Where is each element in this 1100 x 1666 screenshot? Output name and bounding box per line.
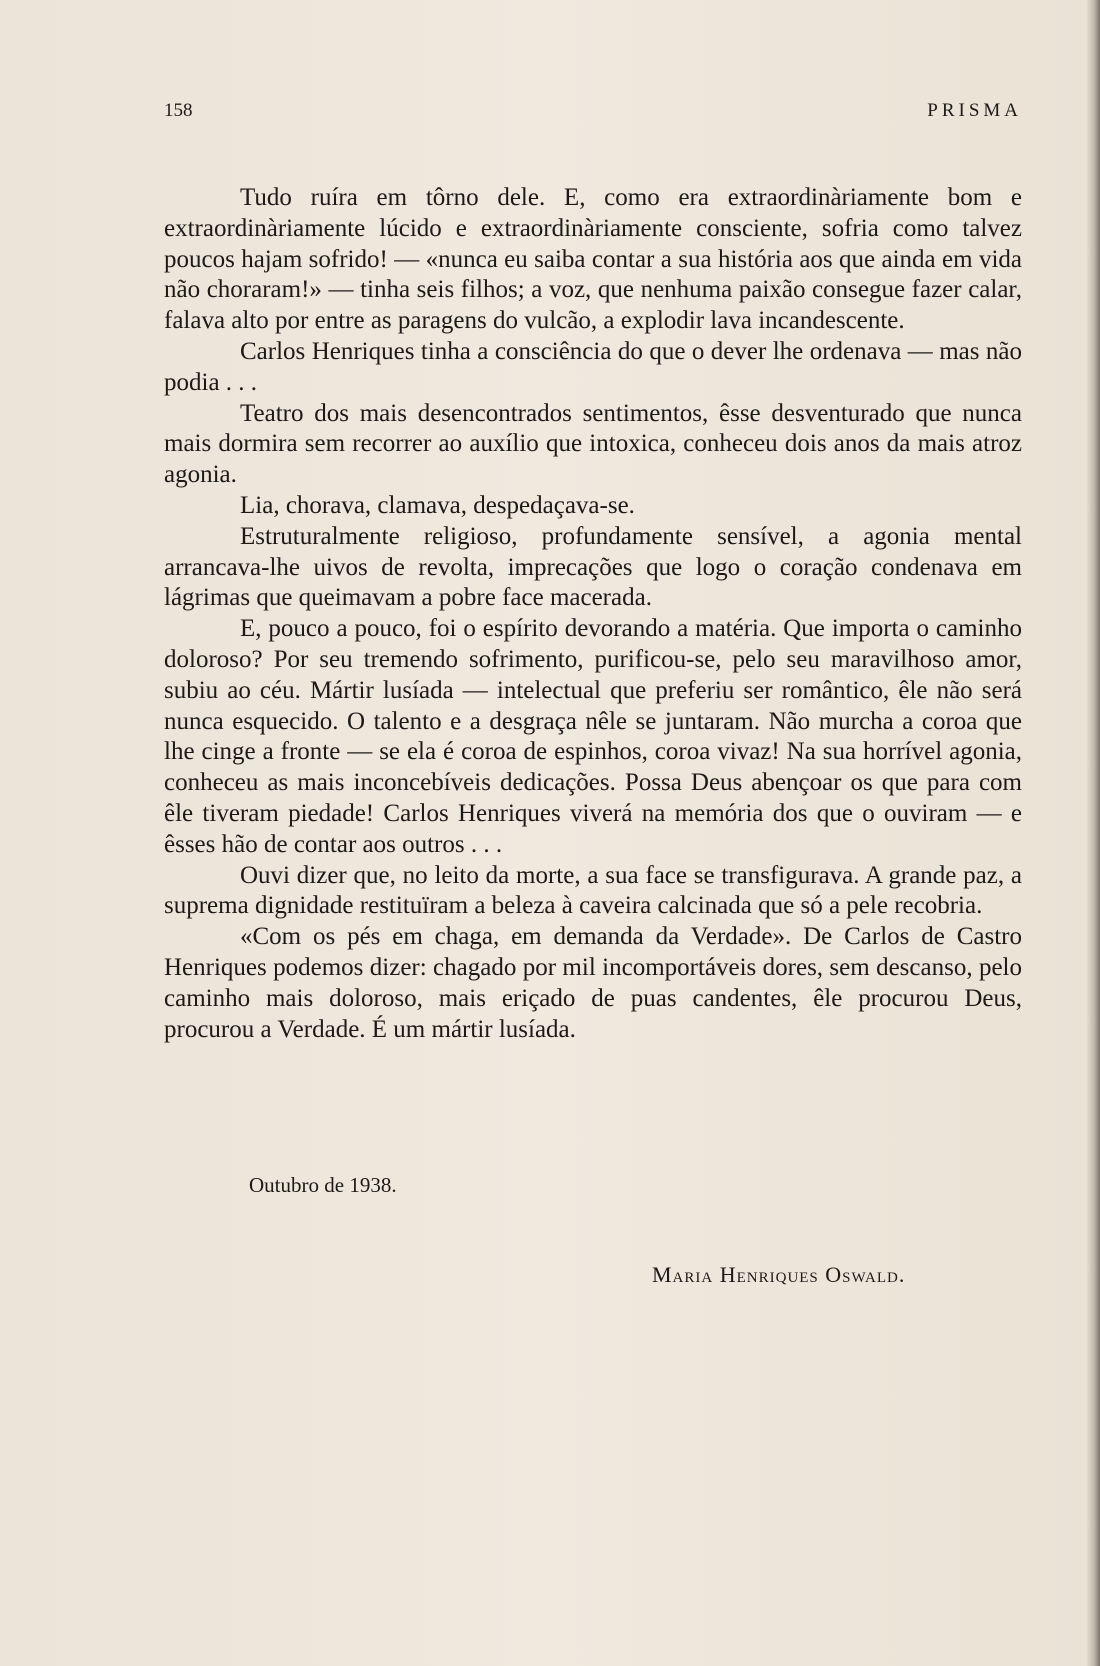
paragraph: Carlos Henriques tinha a consciência do que o dever lhe ordenava — mas não podia . . . [164, 337, 1022, 396]
paragraph: E, pouco a pouco, foi o espírito devorando a matéria. Que importa o caminho doloroso? Por seu tremendo sofrimento, purificou-se, pelo seu maravilhoso amor, subiu ao céu. Mártir lusíada — intelectual que preferiu ser romântico, êle não será nunca esquecido. O talento e a desgraça nêle se juntaram. Não murcha a coroa que lhe cinge a fronte — se ela é coroa de espinhos, coroa vivaz! Na sua horrível agonia, conheceu as mais inconcebíveis dedicações. Possa Deus abençoar os que para com êle tiveram piedade! Carlos Henriques viverá na memória dos que o ouviram — e êsses hão de contar aos outros . . . [164, 615, 1022, 858]
paragraph: Tudo ruíra em tôrno dele. E, como era extraordinàriamente bom e extraordinàriamente lúcido e extraordinàriamente consciente, sofria como talvez poucos hajam sofrido! — «nunca eu saiba contar a sua história aos que ainda em vida não choraram!» — tinha seis filhos; a voz, que nenhuma paixão consegue fazer calar, falava alto por entre as paragens do vulcão, a explodir lava incandescente. [164, 184, 1022, 335]
paragraph: Lia, chorava, clamava, despedaçava-se. [240, 491, 635, 519]
page-number: 158 [164, 100, 193, 121]
running-head: PRISMA [927, 100, 1022, 121]
page-header [164, 100, 1022, 130]
body-text [164, 183, 1022, 1045]
author-signature: Maria Henriques Oswald. [652, 1262, 906, 1287]
page-edge-shadow [1086, 0, 1100, 1666]
paragraph: «Com os pés em chaga, em demanda da Verdade». De Carlos de Castro Henriques podemos dizer: chagado por mil incomportáveis dores, sem descanso, pelo caminho mais doloroso, mais eriçado de puas candentes, êle procurou Deus, procurou a Verdade. É um mártir lusíada. [164, 923, 1022, 1043]
paragraph: Ouvi dizer que, no leito da morte, a sua face se transfigurava. A grande paz, a suprema dignidade restituïram a beleza à caveira calcinada que só a pele recobria. [164, 861, 1022, 920]
dateline: Outubro de 1938. [249, 1173, 397, 1197]
paragraph: Teatro dos mais desencontrados sentimentos, êsse desventurado que nunca mais dormira sem recorrer ao auxílio que intoxica, conheceu dois anos da mais atroz agonia. [164, 399, 1022, 489]
paragraph: Estruturalmente religioso, profundamente sensível, a agonia mental arrancava-lhe uivos de revolta, imprecações que logo o coração condenava em lágrimas que queimavam a pobre face macerada. [164, 522, 1022, 612]
